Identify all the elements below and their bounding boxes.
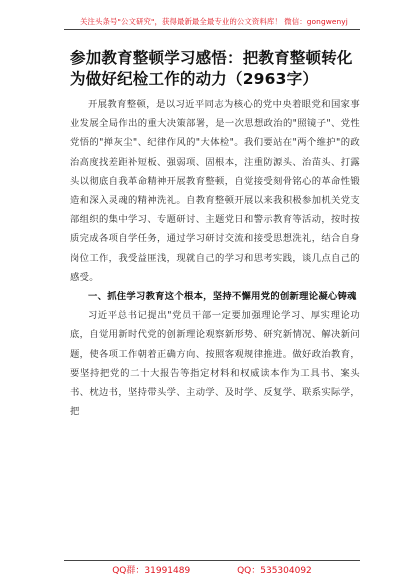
section-paragraph: 习近平总书记提出"党员干部一定要加强理论学习、厚实理论功底，自觉用新时代党的创新理论观察新形势、研究新情况、解决新问题，使各项工作朝着正确方向、按照客观规律推进。做好政治教育，要坚持把党的二十大报告等指定材料和权威读本作为工具书、案头书、枕边书，坚持带头学、主动学、及时学、反复学、联系实际学，把 [70,310,360,418]
header-divider [64,29,360,30]
document-title: 参加教育整顿学习感悟：把教育整顿转化为做好纪检工作的动力（2963字） [70,49,353,88]
header-banner: 关注头条号"公文研究"，获得最新最全最专业的公文资料库！ 微信：gongwenyj [80,17,348,26]
intro-paragraph: 开展教育整顿，是以习近平同志为核心的党中央着眼党和国家事业发展全局作出的重大决策部署，是一次思想政治的"照镜子"、党性党悟的"掸灰尘"、纪律作风的"大体检"。我们要站在"两个维护"的政治高度找差距补短板、强弱项、固根本，注重防源头、治苗头、打露头以彻底自我革命精神开展教育整顿，自觉接受刻骨铭心的革命性锻造和深入灵魂的精神洗礼。自教育整顿开展以来我积极参加机关党支部组织的集中学习、专题研讨、主题党日和警示教育等活动，按时按质完成各项自学任务，通过学习研讨交流和接受思想洗礼，结合自身岗位工作，我受益匪浅，现就自己的学习和思考实践，谈几点自己的感受。 [70,99,360,283]
section-heading: 一、抓住学习教育这个根本，坚持不懈用党的创新理论凝心铸魂 [88,291,357,303]
footer-qq-group: QQ群：31991489 [112,566,191,576]
footer-qq: QQ：535304092 [237,566,312,576]
document-body [70,95,360,421]
footer [64,560,360,576]
